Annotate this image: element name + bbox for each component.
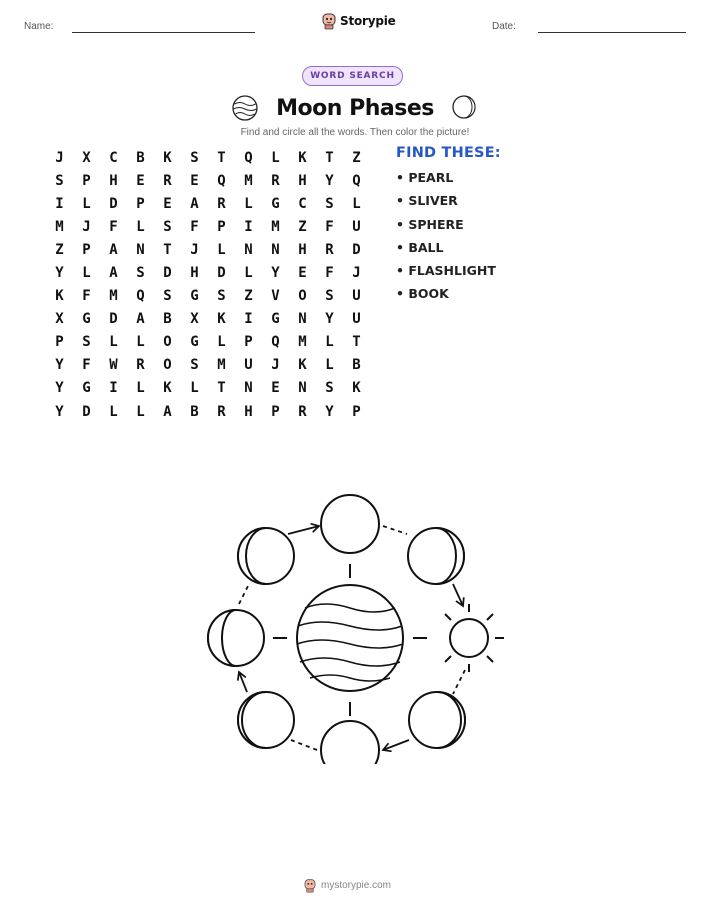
brand [322,12,396,30]
grid-letter[interactable]: N [298,380,307,397]
brand-name: Storypie [340,14,396,28]
new-moon-bottom [321,721,379,764]
grid-letter[interactable]: S [190,149,199,166]
grid-letter[interactable]: G [190,334,199,351]
grid-letter[interactable]: S [163,218,172,235]
grid-letter[interactable]: P [271,403,280,420]
grid-letter[interactable]: M [298,334,307,351]
grid-letter[interactable]: L [217,334,226,351]
grid-letter[interactable]: Y [271,265,280,282]
grid-letter[interactable]: M [55,218,64,235]
crescent-moon-icon [450,93,478,121]
grid-letter[interactable]: B [163,311,172,328]
grid-letter[interactable]: J [82,218,91,235]
grid-letter[interactable]: W [109,357,118,374]
grid-letter[interactable]: K [163,149,172,166]
grid-letter[interactable]: P [217,218,226,235]
grid-letter[interactable]: I [109,380,118,397]
footer [304,878,391,893]
grid-letter[interactable]: K [298,149,307,166]
grid-letter[interactable]: C [109,149,118,166]
grid-letter[interactable]: Y [325,311,334,328]
grid-letter[interactable]: S [163,288,172,305]
grid-letter[interactable]: T [325,149,334,166]
grid-letter[interactable]: L [109,403,118,420]
grid-letter[interactable]: K [163,380,172,397]
grid-letter[interactable]: A [109,241,118,258]
grid-letter[interactable]: G [190,288,199,305]
grid-letter[interactable]: Z [244,288,253,305]
date-line[interactable] [538,32,686,33]
waxing-crescent-moon [409,692,465,748]
grid-letter[interactable]: U [352,288,361,305]
grid-letter[interactable]: D [109,311,118,328]
grid-letter[interactable]: O [163,357,172,374]
grid-letter[interactable]: M [244,172,253,189]
grid-letter[interactable]: S [136,265,145,282]
word-item: • SPHERE [396,216,464,232]
grid-letter[interactable]: R [298,403,307,420]
grid-letter[interactable]: H [298,241,307,258]
word-item: • BALL [396,239,444,255]
grid-letter[interactable]: D [217,265,226,282]
grid-letter[interactable]: Y [325,172,334,189]
grid-letter[interactable]: L [244,265,253,282]
name-line[interactable] [72,32,255,33]
grid-letter[interactable]: F [325,265,334,282]
grid-letter[interactable]: A [109,265,118,282]
grid-letter[interactable]: B [136,149,145,166]
grid-letter[interactable]: J [271,357,280,374]
grid-letter[interactable]: K [55,288,64,305]
name-label: Name: [24,21,54,32]
grid-letter[interactable]: S [55,172,64,189]
grid-letter[interactable]: D [163,265,172,282]
grid-letter[interactable]: I [244,311,253,328]
word-item: • BOOK [396,286,449,302]
grid-letter[interactable]: T [217,149,226,166]
grid-letter[interactable]: Z [55,241,64,258]
instructions: Find and circle all the words. Then color the picture! [240,127,470,138]
grid-letter[interactable]: K [352,380,361,397]
storypie-mascot-icon [322,12,336,30]
grid-letter[interactable]: H [244,403,253,420]
grid-letter[interactable]: M [271,218,280,235]
grid-letter[interactable]: P [82,172,91,189]
grid-letter[interactable]: X [190,311,199,328]
grid-letter[interactable]: Y [55,265,64,282]
grid-letter[interactable]: B [352,357,361,374]
grid-letter[interactable]: R [217,403,226,420]
grid-letter[interactable]: G [271,311,280,328]
grid-letter[interactable]: U [244,357,253,374]
grid-letter[interactable]: C [298,195,307,212]
grid-letter[interactable]: U [352,311,361,328]
grid-letter[interactable]: R [163,172,172,189]
grid-letter[interactable]: L [109,334,118,351]
grid-letter[interactable]: J [352,265,361,282]
grid-letter[interactable]: S [82,334,91,351]
grid-letter[interactable]: Z [352,149,361,166]
grid-letter[interactable]: Y [55,357,64,374]
grid-letter[interactable]: Y [55,403,64,420]
word-item: • PEARL [396,170,454,185]
grid-letter[interactable]: L [136,403,145,420]
word-list [396,170,496,310]
date-label: Date: [492,21,516,32]
grid-letter[interactable]: S [325,195,334,212]
grid-letter[interactable]: K [217,311,226,328]
grid-letter[interactable]: K [298,357,307,374]
grid-letter[interactable]: N [136,241,145,258]
moon-phases-diagram [195,488,515,764]
grid-letter[interactable]: R [136,357,145,374]
grid-letter[interactable]: P [82,241,91,258]
grid-letter[interactable]: A [136,311,145,328]
letter-grid [46,146,370,423]
full-moon-top [321,495,379,553]
grid-letter[interactable]: Q [244,149,253,166]
grid-letter[interactable]: E [298,265,307,282]
grid-letter[interactable]: E [190,172,199,189]
grid-letter[interactable]: V [271,288,280,305]
grid-letter[interactable]: N [244,241,253,258]
word-item: • FLASHLIGHT [396,263,496,279]
grid-letter[interactable]: X [55,311,64,328]
grid-letter[interactable]: R [325,241,334,258]
grid-letter[interactable]: M [217,357,226,374]
grid-letter[interactable]: P [136,195,145,212]
grid-letter[interactable]: E [271,380,280,397]
grid-letter[interactable]: P [352,403,361,420]
grid-letter[interactable]: N [244,380,253,397]
grid-letter[interactable]: D [352,241,361,258]
grid-letter[interactable]: Y [55,380,64,397]
grid-letter[interactable]: H [109,172,118,189]
page-title: Moon Phases [276,95,434,121]
find-these-heading: FIND THESE: [396,145,501,161]
grid-letter[interactable]: O [298,288,307,305]
grid-letter[interactable]: F [325,218,334,235]
grid-letter[interactable]: I [55,195,64,212]
grid-letter[interactable]: R [271,172,280,189]
grid-letter[interactable]: Q [352,172,361,189]
grid-letter[interactable]: S [217,288,226,305]
grid-letter[interactable]: F [82,288,91,305]
grid-letter[interactable]: G [82,380,91,397]
grid-letter[interactable]: L [136,334,145,351]
grid-letter[interactable]: E [136,172,145,189]
waning-crescent-moon [238,692,294,748]
footer-url[interactable]: mystorypie.com [321,880,392,891]
grid-letter[interactable]: J [190,241,199,258]
grid-letter[interactable]: L [82,195,91,212]
grid-letter[interactable]: L [217,241,226,258]
sun-icon [445,604,504,672]
grid-letter[interactable]: T [352,334,361,351]
grid-letter[interactable]: S [325,380,334,397]
grid-letter[interactable]: N [298,311,307,328]
grid-letter[interactable]: Q [271,334,280,351]
grid-letter[interactable]: H [190,265,199,282]
storypie-mascot-icon [304,878,316,893]
grid-letter[interactable]: E [163,195,172,212]
grid-letter[interactable]: G [82,311,91,328]
grid-letter[interactable]: Y [325,403,334,420]
grid-letter[interactable]: S [325,288,334,305]
grid-letter[interactable]: Q [217,172,226,189]
grid-letter[interactable]: A [163,403,172,420]
grid-letter[interactable]: F [109,218,118,235]
grid-letter[interactable]: U [352,218,361,235]
grid-letter[interactable]: I [244,218,253,235]
waxing-gibbous-moon [408,528,464,584]
grid-letter[interactable]: R [217,195,226,212]
grid-letter[interactable]: L [325,334,334,351]
earth-planet [297,585,403,691]
grid-letter[interactable]: L [136,380,145,397]
grid-letter[interactable]: O [163,334,172,351]
grid-letter[interactable]: J [55,149,64,166]
grid-letter[interactable]: X [82,149,91,166]
grid-letter[interactable]: L [136,218,145,235]
word-item: • SLIVER [396,193,458,209]
grid-letter[interactable]: P [244,334,253,351]
grid-letter[interactable]: T [163,241,172,258]
grid-letter[interactable]: A [190,195,199,212]
grid-letter[interactable]: D [82,403,91,420]
grid-letter[interactable]: B [190,403,199,420]
grid-letter[interactable]: L [271,149,280,166]
grid-letter[interactable]: D [109,195,118,212]
grid-letter[interactable]: H [298,172,307,189]
grid-letter[interactable]: F [82,357,91,374]
grid-letter[interactable]: M [109,288,118,305]
grid-letter[interactable]: S [190,357,199,374]
grid-letter[interactable]: Q [136,288,145,305]
grid-letter[interactable]: G [271,195,280,212]
word-search-badge: WORD SEARCH [302,66,403,86]
waning-gibbous-moon [238,528,294,584]
grid-letter[interactable]: L [352,195,361,212]
grid-letter[interactable]: F [190,218,199,235]
grid-letter[interactable]: N [271,241,280,258]
grid-letter[interactable]: T [217,380,226,397]
grid-letter[interactable]: L [244,195,253,212]
grid-letter[interactable]: P [55,334,64,351]
grid-letter[interactable]: L [82,265,91,282]
grid-letter[interactable]: L [190,380,199,397]
grid-letter[interactable]: L [325,357,334,374]
third-quarter-moon [208,610,264,666]
grid-letter[interactable]: Z [298,218,307,235]
